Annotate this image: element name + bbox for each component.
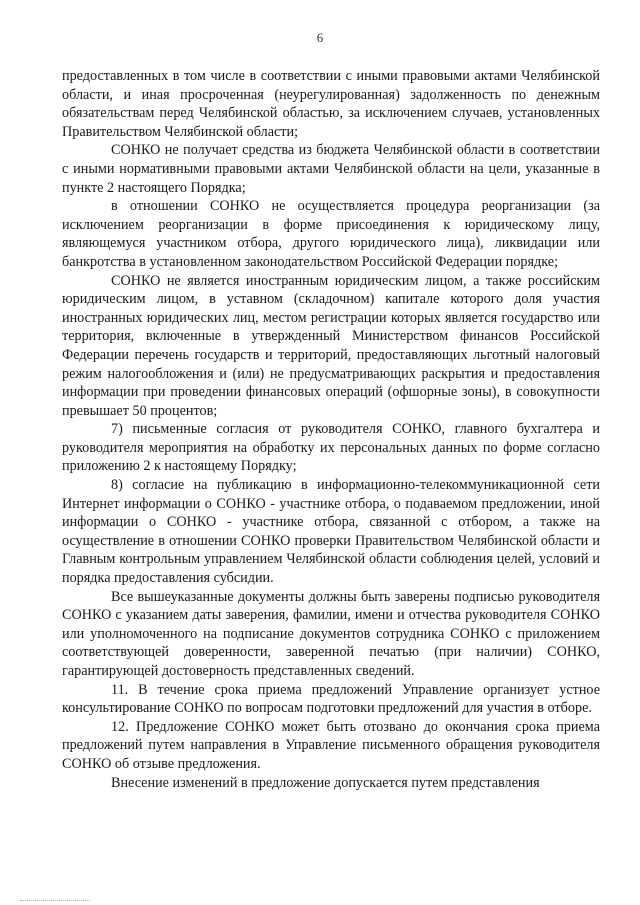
paragraph-sonko-foreign-entity: СОНКО не является иностранным юридическим лицом, а также российским юридическим лицом, в уставном (складочном) капитале которого доля участия иностранных юридических лиц, местом регистрации которых является государство или территория, включенные в утвержденный Министерством финансов Российской Федерации перечень государств и территорий, предоставляющих льготный налоговый режим налогообложения и (или) не предусматривающих раскрытия и предоставления информации при проведении финансовых операций (офшорные зоны), в совокупности превышает 50 процентов;: [62, 272, 600, 419]
paragraph-amendments: Внесение изменений в предложение допускается путем представления: [111, 774, 540, 791]
page-number: 6: [316, 30, 324, 45]
scan-edge-mark: [20, 898, 90, 901]
document-body: [62, 67, 600, 792]
paragraph-sonko-budget-funds: СОНКО не получает средства из бюджета Челябинской области в соответствии с иными нормативными правовыми актами Челябинской области на цели, указанные в пункте 2 настоящего Порядка;: [62, 142, 600, 196]
paragraph-continuation: предоставленных в том числе в соответствии с иными правовыми актами Челябинской области, и иная просроченная (неурегулированная) задолженность по денежным обязательствам перед Челябинской областью, за исключением случаев, установленных Правительством Челябинской области;: [62, 68, 600, 140]
paragraph-item-11-consulting: 11. В течение срока приема предложений Управление организует устное консультирование СОНКО по вопросам подготовки предложений для участия в отборе.: [62, 681, 600, 717]
paragraph-item-7-consents: 7) письменные согласия от руководителя СОНКО, главного бухгалтера и руководителя мероприятия на обработку их персональных данных по форме согласно приложению 2 к настоящему Порядку;: [62, 421, 600, 475]
paragraph-sonko-reorganization: в отношении СОНКО не осуществляется процедура реорганизации (за исключением реорганизации в форме присоединения к юридическому лицу, являющемуся участником отбора, другого юридического лица), ликвидации или банкротства в установленном законодательством Российской Федерации порядке;: [62, 198, 600, 270]
paragraph-documents-certification: Все вышеуказанные документы должны быть заверены подписью руководителя СОНКО с указанием даты заверения, фамилии, имени и отчества руководителя СОНКО или уполномоченного на подписание документов сотрудника СОНКО с приложением соответствующей доверенности, заверенной печатью (при наличии) СОНКО, гарантирующей достоверность представленных сведений.: [62, 588, 600, 679]
paragraph-item-8-publication-consent: 8) согласие на публикацию в информационно-телекоммуникационной сети Интернет информации о СОНКО - участнике отбора, о подаваемом предложении, иной информации о СОНКО - участнике отбора, связанной с отбором, а также на осуществление в отношении СОНКО проверки Правительством Челябинской области и Главным контрольным управлением Челябинской области соблюдения целей, условий и порядка предоставления субсидии.: [62, 477, 600, 587]
paragraph-item-12-withdrawal: 12. Предложение СОНКО может быть отозвано до окончания срока приема предложений путем направления в Управление письменного обращения руководителя СОНКО об отзыве предложения.: [62, 718, 600, 772]
